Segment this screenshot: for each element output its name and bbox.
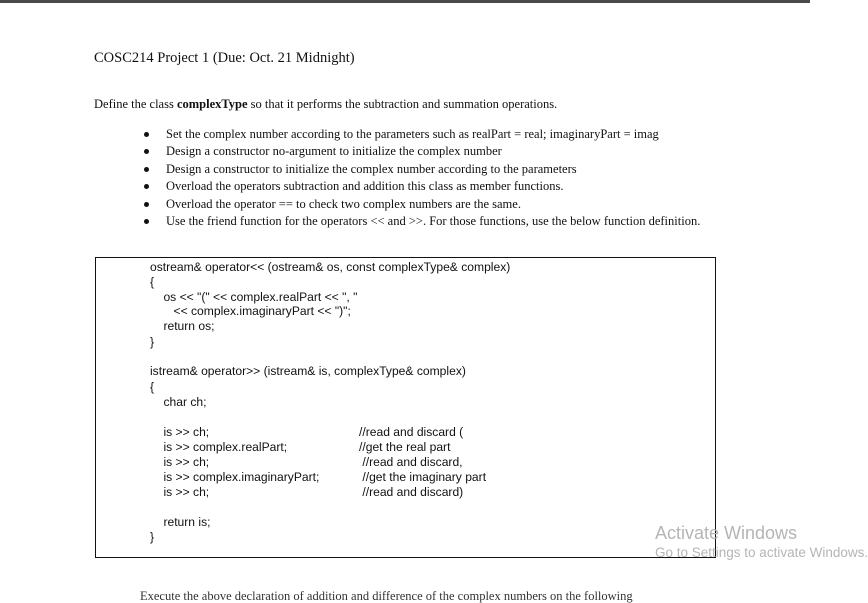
code-comment: //get the real part [359, 440, 451, 454]
list-item: Use the friend function for the operators << and >>. For those functions, use the below function definition. [166, 213, 706, 230]
code-line: } [150, 335, 155, 349]
code-line: { [150, 275, 155, 289]
code-comment: //read and discard, [359, 455, 463, 469]
list-item: Design a constructor no-argument to initialize the complex number [166, 143, 706, 160]
code-line: is >> ch; [150, 455, 210, 469]
list-item: Overload the operators subtraction and addition this class as member functions. [166, 178, 706, 195]
code-comment: //read and discard) [359, 485, 464, 499]
code-line: { [150, 380, 155, 394]
document-title: COSC214 Project 1 (Due: Oct. 21 Midnight) [94, 50, 355, 66]
code-line: << complex.imaginaryPart << ")"; [150, 304, 351, 318]
code-comment: //read and discard ( [359, 425, 464, 439]
code-line: ostream& operator<< (ostream& os, const complexType& complex) [150, 260, 511, 274]
list-item: Design a constructor to initialize the complex number according to the parameters [166, 161, 706, 178]
intro-after: so that it performs the subtraction and summation operations. [247, 97, 558, 111]
code-line: is >> complex.realPart; [150, 440, 288, 454]
list-item: Overload the operator == to check two complex numbers are the same. [166, 196, 706, 213]
code-line: return is; [150, 515, 211, 529]
intro-class-name: complexType [176, 97, 248, 111]
intro-paragraph [94, 97, 557, 112]
watermark-line2: Go to Settings to activate Windows. [655, 545, 868, 560]
intro-before: Define the class [94, 97, 177, 111]
cutoff-paragraph [140, 586, 660, 603]
window-top-border [0, 0, 810, 3]
code-line: return os; [150, 319, 215, 333]
code-line: os << "(" << complex.realPart << ", " [150, 290, 358, 304]
code-line: is >> ch; [150, 425, 210, 439]
requirements-list [166, 126, 706, 230]
code-box [95, 257, 716, 558]
list-item: Set the complex number according to the parameters such as realPart = real; imaginaryPart = imag [166, 126, 706, 143]
cutoff-text: Execute the above declaration of addition and difference of the complex numbers on the following [140, 589, 633, 603]
code-line: is >> ch; [150, 485, 210, 499]
activation-watermark [655, 522, 868, 562]
code-line: is >> complex.imaginaryPart; [150, 470, 320, 484]
code-line: } [150, 530, 155, 544]
code-comments [359, 258, 487, 499]
code-line: char ch; [150, 395, 207, 409]
watermark-line1: Activate Windows [655, 523, 798, 543]
code-line: istream& operator>> (istream& is, complexType& complex) [150, 364, 466, 378]
code-comment: //get the imaginary part [359, 470, 487, 484]
